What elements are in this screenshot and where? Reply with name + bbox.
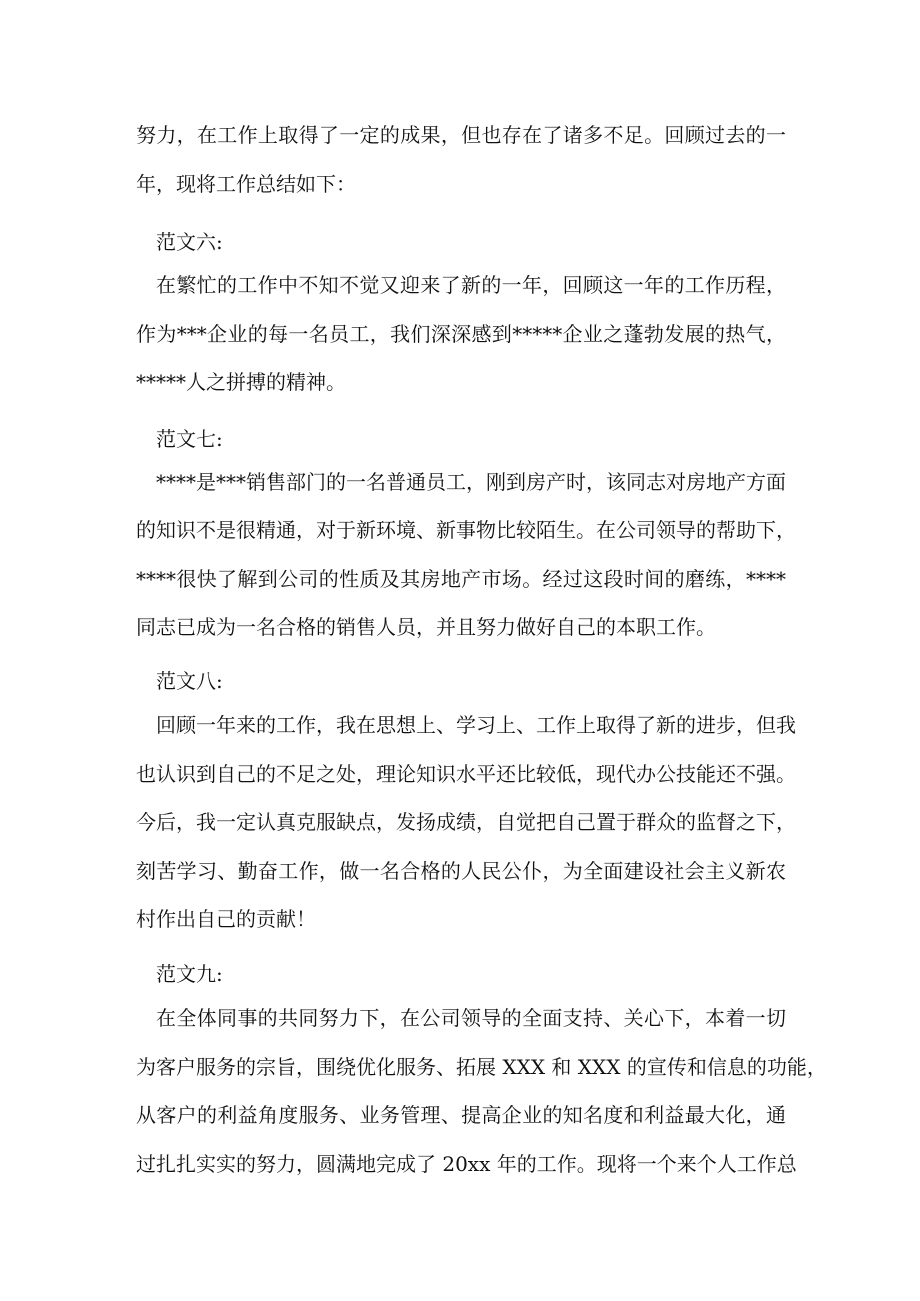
body-text-line: 刻苦学习、勤奋工作，做一名合格的人民公仆，为全面建设社会主义新农 [136, 859, 786, 883]
body-text-line: 努力，在工作上取得了一定的成果，但也存在了诸多不足。回顾过去的一 [136, 123, 786, 147]
body-text-line: 回顾一年来的工作，我在思想上、学习上、工作上取得了新的进步，但我 [156, 713, 796, 737]
body-text-line: 村作出自己的贡献！ [136, 907, 316, 931]
body-text-line: 在全体同事的共同努力下，在公司领导的全面支持、关心下，本着一切 [156, 1006, 786, 1030]
body-text-line: 在繁忙的工作中不知不觉又迎来了新的一年，回顾这一年的工作历程， [156, 273, 786, 297]
body-text-line: ****是***销售部门的一名普通员工，刚到房产时，该同志对房地产方面 [156, 470, 786, 494]
body-text-line: 作为***企业的每一名员工，我们深深感到*****企业之蓬勃发展的热气， [136, 322, 786, 346]
body-text-line: 也认识到自己的不足之处，理论知识水平还比较低，现代办公技能还不强。 [136, 762, 796, 786]
section-heading-9: 范文九: [156, 962, 223, 986]
body-text-line: 过扎扎实实的努力，圆满地完成了 20xx 年的工作。现将一个来个人工作总 [136, 1152, 797, 1176]
body-text-line: 的知识不是很精通，对于新环境、新事物比较陌生。在公司领导的帮助下， [136, 518, 796, 542]
section-heading-7: 范文七: [156, 427, 223, 451]
body-text-line: 同志已成为一名合格的销售人员，并且努力做好自己的本职工作。 [136, 615, 716, 639]
body-text-line: 今后，我一定认真克服缺点，发扬成绩，自觉把自己置于群众的监督之下， [136, 810, 796, 834]
section-heading-8: 范文八: [156, 669, 223, 693]
body-text-line: 为客户服务的宗旨，围绕优化服务、拓展 XXX 和 XXX 的宣传和信息的功能， [136, 1055, 827, 1079]
body-text-line: *****人之拼搏的精神。 [136, 370, 346, 394]
body-text-line: 从客户的利益角度服务、业务管理、提高企业的知名度和利益最大化，通 [136, 1103, 786, 1127]
body-text-line: 年，现将工作总结如下： [136, 172, 356, 196]
body-text-line: ****很快了解到公司的性质及其房地产市场。经过这段时间的磨练，**** [136, 567, 786, 591]
section-heading-6: 范文六: [156, 230, 223, 254]
